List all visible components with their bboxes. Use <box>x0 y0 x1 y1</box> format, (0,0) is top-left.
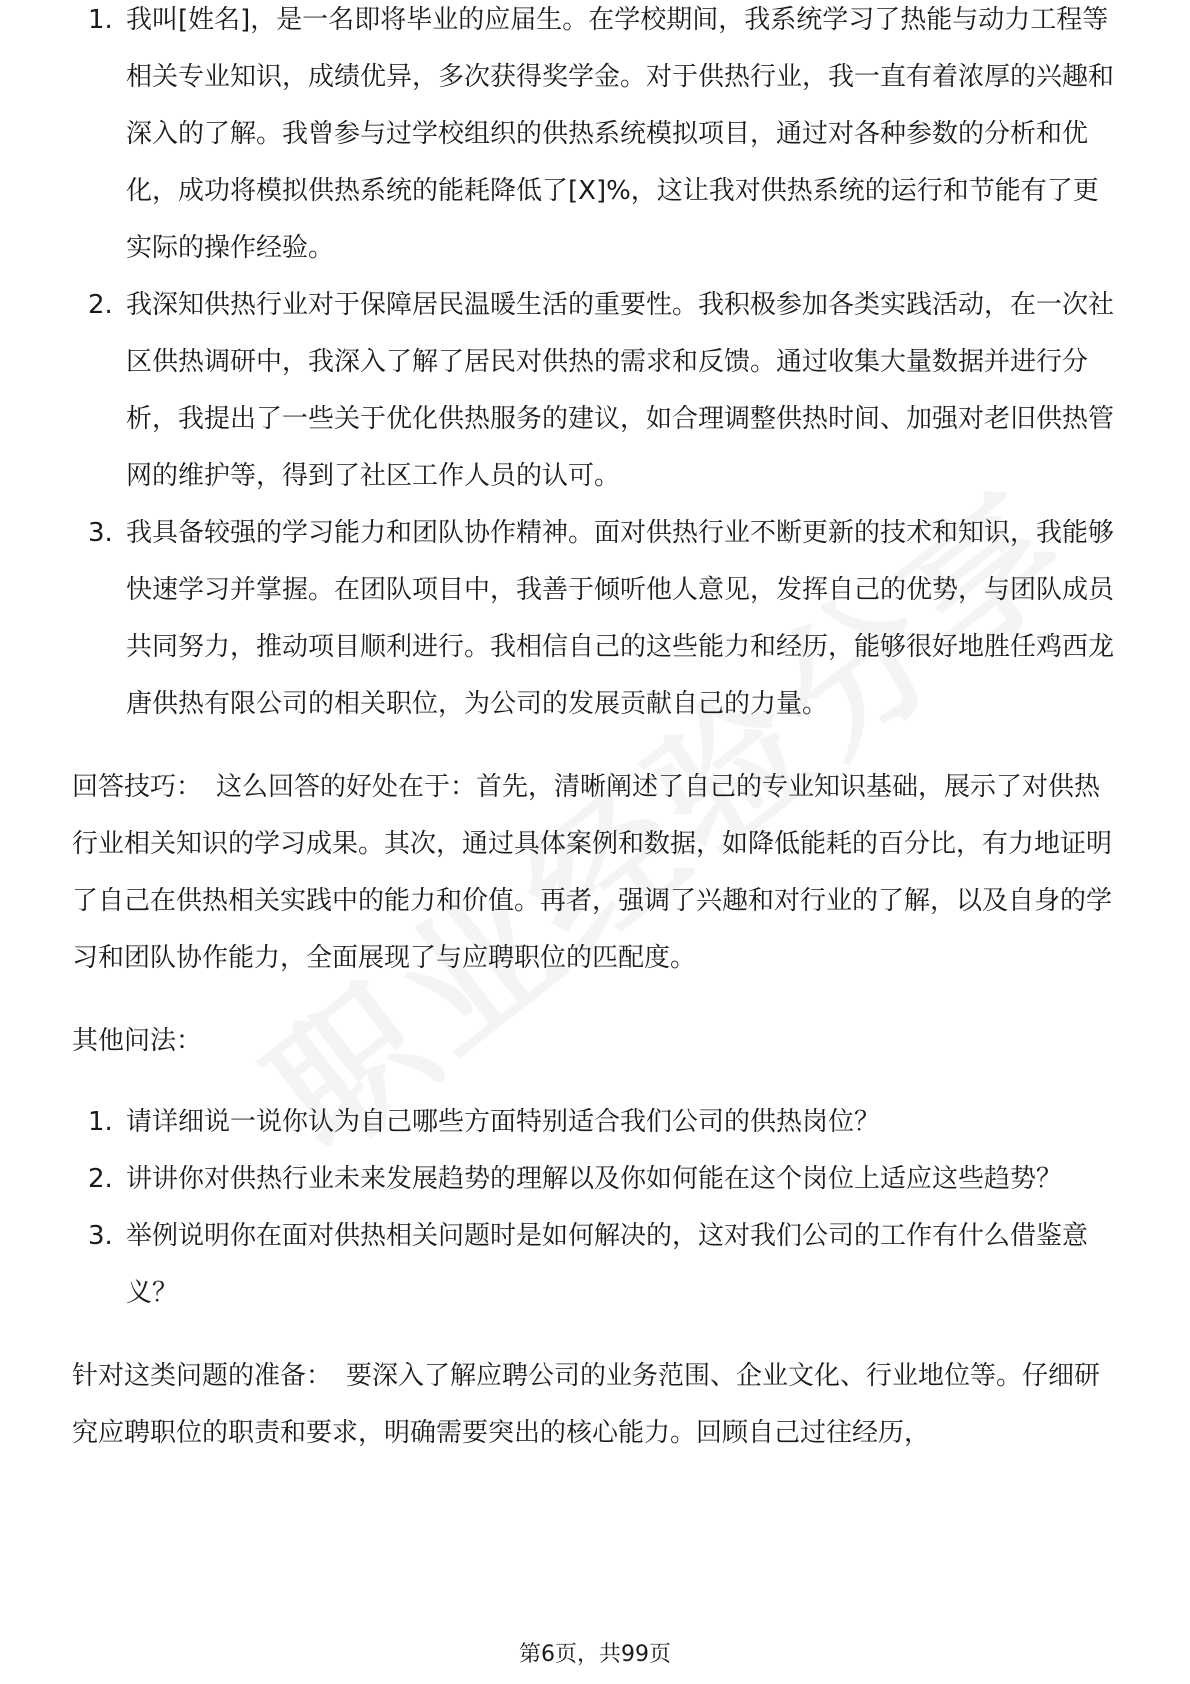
answer-list <box>72 0 1122 733</box>
tips-text: 这么回答的好处在于：首先，清晰阐述了自己的专业知识基础，展示了对供热行业相关知识的学习成果。其次，通过具体案例和数据，如降低能耗的百分比，有力地证明了自己在供热相关实践中的能力和价值。再者，强调了兴趣和对行业的了解，以及自身的学习和团队协作能力，全面展现了与应聘职位的匹配度。 <box>72 772 1113 973</box>
list-item-text: 我叫[姓名]，是一名即将毕业的应届生。在学校期间，我系统学习了热能与动力工程等相关专业知识，成绩优异，多次获得奖学金。对于供热行业，我一直有着浓厚的兴趣和深入的了解。我曾参与过学校组织的供热系统模拟项目，通过对各种参数的分析和优化，成功将模拟供热系统的能耗降低了[X]%，这让我对供热系统的运行和节能有了更实际的操作经验。 <box>126 5 1115 263</box>
list-number: 2. <box>88 290 113 320</box>
tips-label: 回答技巧： <box>72 772 203 802</box>
list-item <box>72 1151 1122 1208</box>
other-questions-heading: 其他问法： <box>72 1026 203 1056</box>
list-item-text: 请详细说一说你认为自己哪些方面特别适合我们公司的供热岗位？ <box>126 1107 881 1137</box>
list-number: 1. <box>88 5 113 35</box>
preparation-text: 要深入了解应聘公司的业务范围、企业文化、行业地位等。仔细研究应聘职位的职责和要求，明确需要突出的核心能力。回顾自己过往经历， <box>72 1361 1101 1448</box>
page-number-footer: 第6页，共99页 <box>519 1642 671 1667</box>
other-questions-list <box>72 1094 1122 1322</box>
list-item <box>72 505 1122 733</box>
list-item-text: 举例说明你在面对供热相关问题时是如何解决的，这对我们公司的工作有什么借鉴意义？ <box>126 1221 1089 1308</box>
preparation-label: 针对这类问题的准备： <box>72 1361 333 1391</box>
list-item-text: 我具备较强的学习能力和团队协作精神。面对供热行业不断更新的技术和知识，我能够快速学习并掌握。在团队项目中，我善于倾听他人意见，发挥自己的优势，与团队成员共同努力，推动项目顺利进行。我相信自己的这些能力和经历，能够很好地胜任鸡西龙唐供热有限公司的相关职位，为公司的发展贡献自己的力量。 <box>126 518 1115 719</box>
list-item <box>72 0 1122 277</box>
list-item-text: 我深知供热行业对于保障居民温暖生活的重要性。我积极参加各类实践活动，在一次社区供热调研中，我深入了解了居民对供热的需求和反馈。通过收集大量数据并进行分析，我提出了一些关于优化供热服务的建议，如合理调整供热时间、加强对老旧供热管网的维护等，得到了社区工作人员的认可。 <box>126 290 1115 491</box>
page-content <box>72 5 1122 1462</box>
list-item <box>72 1094 1122 1151</box>
list-number: 1. <box>88 1107 113 1137</box>
list-item <box>72 1208 1122 1322</box>
list-item-text: 讲讲你对供热行业未来发展趋势的理解以及你如何能在这个岗位上适应这些趋势？ <box>126 1164 1063 1194</box>
list-number: 3. <box>88 518 113 548</box>
list-number: 3. <box>88 1221 113 1251</box>
list-item <box>72 277 1122 505</box>
preparation-paragraph <box>72 1348 1122 1462</box>
list-number: 2. <box>88 1164 113 1194</box>
answer-tips <box>72 759 1122 987</box>
